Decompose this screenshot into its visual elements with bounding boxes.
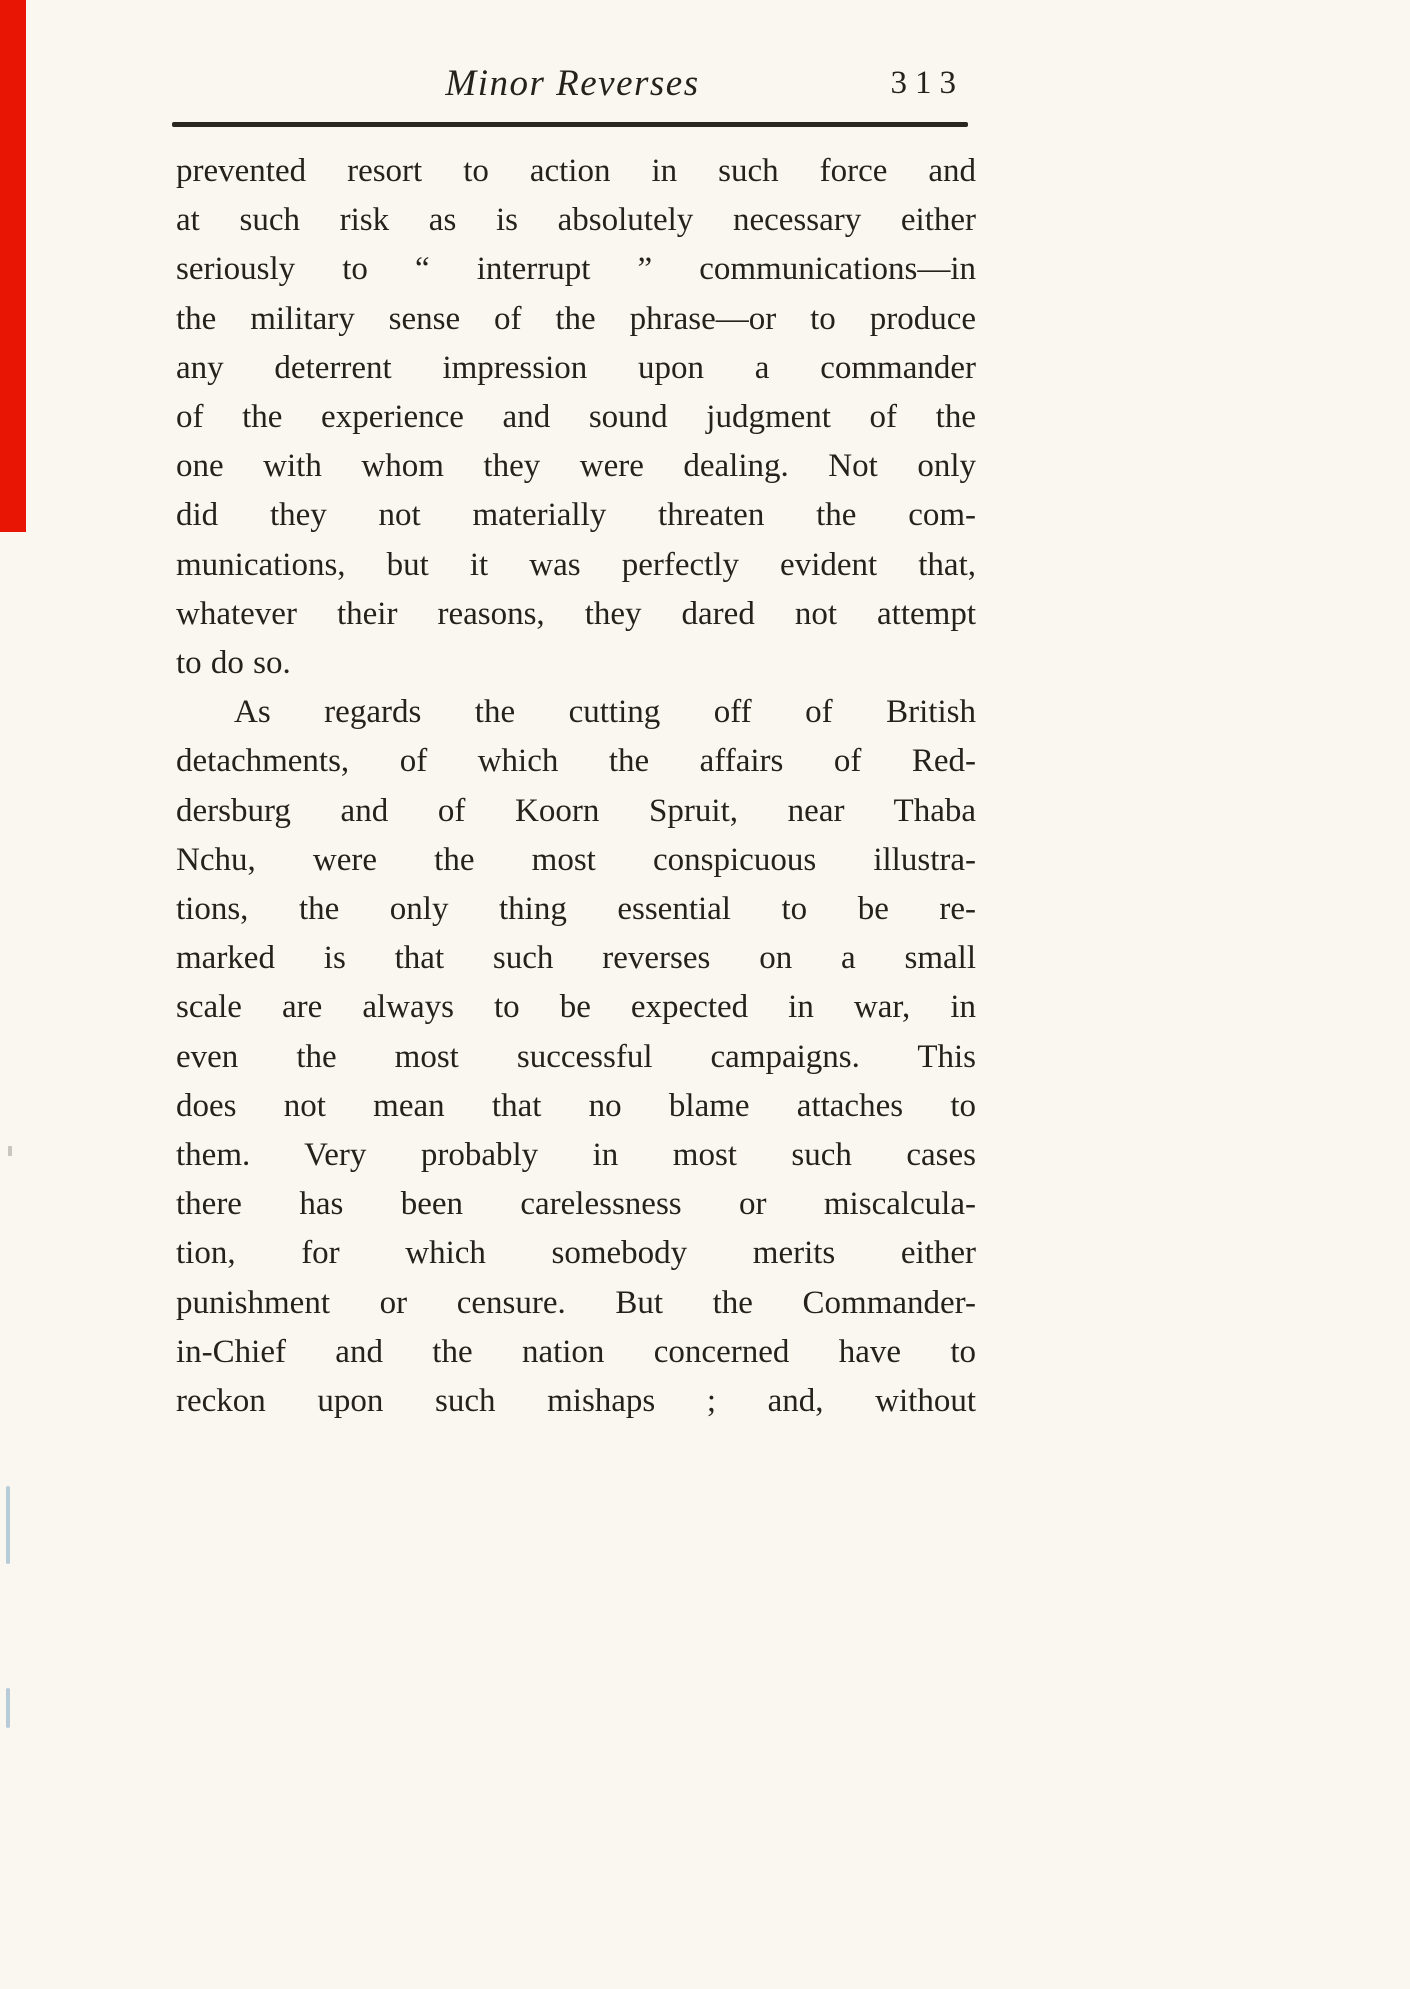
text-line: scale are always to be expected in war, in — [176, 989, 976, 1026]
text-line: dersburg and of Koorn Spruit, near Thaba — [176, 792, 976, 829]
text-line: in-Chief and the nation concerned have to — [176, 1333, 976, 1370]
page-number: 313 — [890, 65, 964, 101]
scan-artifact-blue-mark — [6, 1688, 10, 1728]
text-line: of the experience and sound judgment of the — [176, 399, 976, 436]
paragraph-1 — [176, 147, 976, 688]
text-line: tion, for which somebody merits either — [176, 1235, 976, 1272]
running-title: Minor Reverses — [445, 63, 700, 104]
scan-artifact-blue-mark — [6, 1486, 10, 1564]
text-line: tions, the only thing essential to be re- — [176, 891, 976, 928]
text-line: Nchu, were the most conspicuous illustra- — [176, 841, 976, 878]
text-line: to do so. — [176, 645, 291, 682]
text-line: punishment or censure. But the Commander- — [176, 1284, 976, 1321]
text-line: detachments, of which the affairs of Red- — [176, 743, 976, 780]
text-line: them. Very probably in most such cases — [176, 1137, 976, 1174]
page-header — [175, 62, 970, 108]
text-line: prevented resort to action in such force and — [176, 153, 976, 189]
text-line: As regards the cutting off of British — [234, 694, 976, 731]
scan-artifact-red-strip — [0, 0, 26, 532]
header-rule — [172, 122, 968, 127]
text-line: there has been carelessness or miscalcula- — [176, 1186, 976, 1223]
text-line: one with whom they were dealing. Not only — [176, 448, 976, 485]
text-line: does not mean that no blame attaches to — [176, 1087, 976, 1124]
text-line: seriously to “ interrupt ” communications—in — [176, 251, 976, 288]
text-line: did they not materially threaten the com- — [176, 497, 976, 534]
text-line: whatever their reasons, they dared not attempt — [176, 595, 976, 632]
page-body — [176, 147, 976, 1426]
scan-artifact-speck — [8, 1146, 12, 1156]
text-line: any deterrent impression upon a commander — [176, 349, 976, 386]
text-line: munications, but it was perfectly evident that, — [176, 546, 976, 583]
text-line: even the most successful campaigns. This — [176, 1038, 976, 1075]
text-line: reckon upon such mishaps ; and, without — [176, 1383, 976, 1420]
paragraph-2 — [176, 688, 976, 1426]
text-line: marked is that such reverses on a small — [176, 940, 976, 977]
text-line: at such risk as is absolutely necessary either — [176, 202, 976, 239]
text-line: the military sense of the phrase—or to produce — [176, 300, 976, 337]
